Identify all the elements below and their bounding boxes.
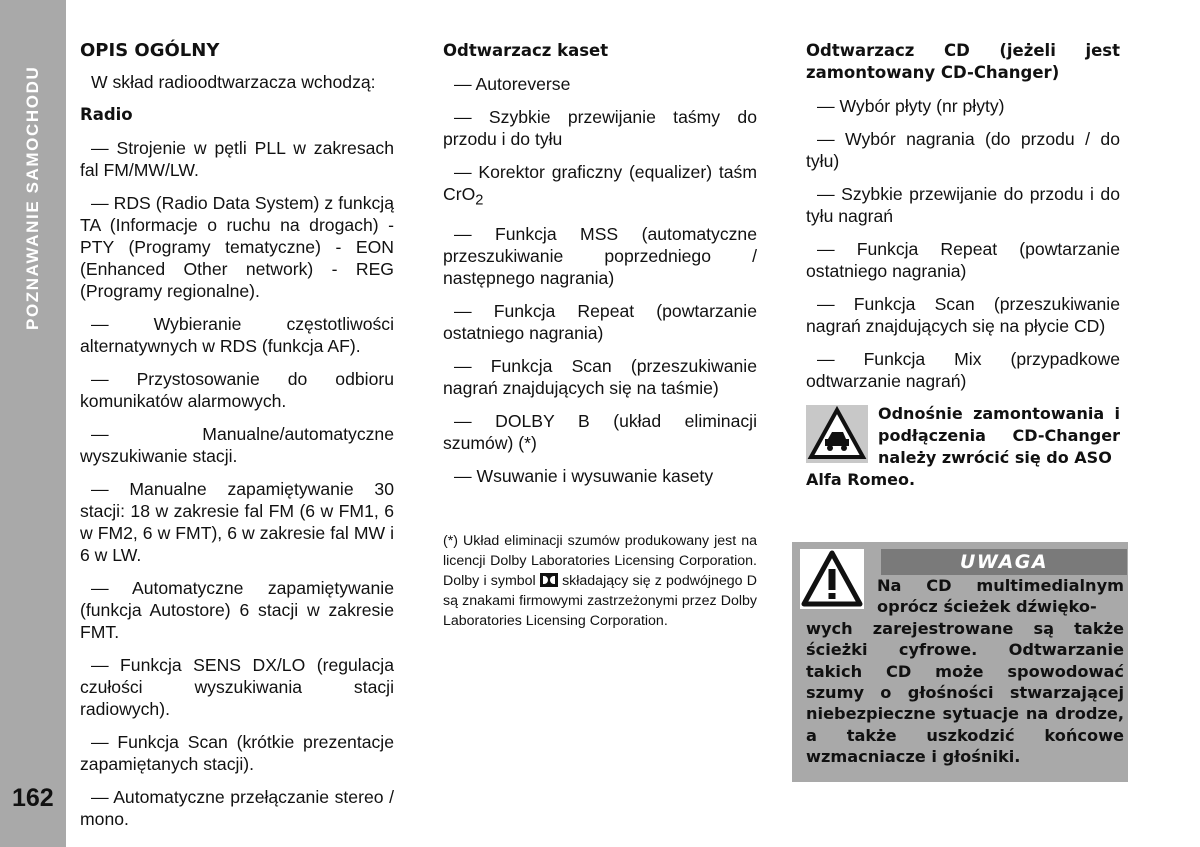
note-first: Odnośnie zamontowania i podłączenia CD-Changer należy zwrócić się do ASO bbox=[878, 404, 1120, 467]
list-item bbox=[443, 161, 757, 212]
list-item: — Funkcja Scan (krótkie prezentacje zapamiętanych stacji). bbox=[80, 732, 394, 774]
page-number: 162 bbox=[12, 784, 54, 812]
equalizer-text: — Korektor graficzny (equalizer) taśm CrO bbox=[443, 162, 757, 204]
radio-heading: Radio bbox=[80, 105, 133, 124]
cd-changer-note bbox=[806, 403, 1120, 491]
footnote bbox=[443, 531, 757, 631]
list-item: — Strojenie w pętli PLL w zakresach fal FM/MW/LW. bbox=[80, 138, 394, 180]
section-title: POZNAWANIE SAMOCHODU bbox=[23, 65, 42, 330]
list-item: — Wybór płyty (nr płyty) bbox=[817, 96, 1005, 116]
warning-box bbox=[792, 542, 1128, 782]
list-item: — Autoreverse bbox=[454, 74, 571, 94]
warning-title: UWAGA bbox=[881, 549, 1127, 575]
warning-rest: wych zarejestrowane są także ścieżki cyfrowe. Odtwarzanie takich CD może spowodować szumy o głośności stwarzającej niebezpieczne sytuacje na drodze, a także uszkodzić końcowe wzmacniacze i głośniki. bbox=[806, 618, 1124, 767]
column-cd bbox=[806, 40, 1120, 491]
list-item: — Funkcja Scan (przeszukiwanie nagrań znajdujących się na taśmie) bbox=[443, 355, 757, 398]
warning-first: Na CD multimedialnym oprócz ścieżek dźwięko- bbox=[877, 576, 1124, 617]
list-item: — Wybieranie częstotliwości alternatywnych w RDS (funkcja AF). bbox=[80, 314, 394, 356]
general-heading: OPIS OGÓLNY bbox=[80, 40, 220, 61]
list-item: — Przystosowanie do odbioru komunikatów alarmowych. bbox=[80, 369, 394, 411]
car-warning-icon bbox=[806, 405, 868, 463]
dolby-double-d-icon bbox=[540, 573, 558, 587]
list-item: — Manualne zapamiętywanie 30 stacji: 18 w zakresie fal FM (6 w FM1, 6 w FM2, 6 w FMT), 6 w zakresie fal MW i 6 w LW. bbox=[80, 479, 394, 565]
subscript: 2 bbox=[475, 192, 484, 209]
list-item: — Wsuwanie i wysuwanie kasety bbox=[454, 465, 714, 486]
list-item: — Funkcja Repeat (powtarzanie ostatniego nagrania) bbox=[443, 300, 757, 343]
cassette-heading: Odtwarzacz kaset bbox=[443, 41, 609, 60]
footnote-part-a: (*) Układ eliminacji szumów produkowany jest na licencji Dolby Laboratories Licensing Corporation. Dolby i symbol bbox=[443, 532, 757, 589]
note-rest: Alfa Romeo. bbox=[806, 470, 916, 489]
list-item: — Funkcja SENS DX/LO (regulacja czułości wyszukiwania stacji radiowych). bbox=[80, 655, 394, 719]
list-item: — Manualne/automatyczne wyszukiwanie stacji. bbox=[80, 424, 394, 466]
list-item: — Szybkie przewijanie taśmy do przodu i do tyłu bbox=[443, 107, 757, 149]
list-item: — Funkcja Repeat (powtarzanie ostatniego nagrania) bbox=[806, 239, 1120, 281]
list-item: — Wybór nagrania (do przodu / do tyłu) bbox=[806, 129, 1120, 171]
sidebar-band bbox=[0, 0, 66, 847]
list-item: — Automatyczne zapamiętywanie (funkcja Autostore) 6 stacji w zakresie FMT. bbox=[80, 578, 394, 642]
list-item: — Automatyczne przełączanie stereo / mono. bbox=[80, 787, 394, 829]
list-item: — Funkcja Mix (przypadkowe odtwarzanie nagrań) bbox=[806, 349, 1120, 391]
list-item: — Szybkie przewijanie do przodu i do tyłu nagrań bbox=[806, 184, 1120, 226]
column-cassette bbox=[443, 40, 757, 642]
cd-heading: Odtwarzacz CD (jeżeli jest zamontowany CD-Changer) bbox=[806, 41, 1120, 82]
list-item: — Funkcja Scan (przeszukiwanie nagrań znajdujących się na płycie CD) bbox=[806, 294, 1120, 336]
column-radio bbox=[80, 40, 394, 841]
intro-text: W skład radioodtwarzacza wchodzą: bbox=[91, 72, 376, 92]
list-item: — Funkcja MSS (automatyczne przeszukiwanie poprzedniego / następnego nagrania) bbox=[443, 223, 757, 288]
list-item: — DOLBY B (układ eliminacji szumów) (*) bbox=[443, 410, 757, 453]
warning-text bbox=[806, 575, 1124, 768]
footnote-part-b: składający się z podwójnego D są znakami firmowymi zastrzeżonymi przez Dolby Laboratories Licensing Corporation. bbox=[443, 572, 757, 629]
list-item: — RDS (Radio Data System) z funkcją TA (Informacje o ruchu na drogach) - PTY (Programy tematyczne) - EON (Enhanced Other network) - REG (Programy regionalne). bbox=[80, 193, 394, 301]
